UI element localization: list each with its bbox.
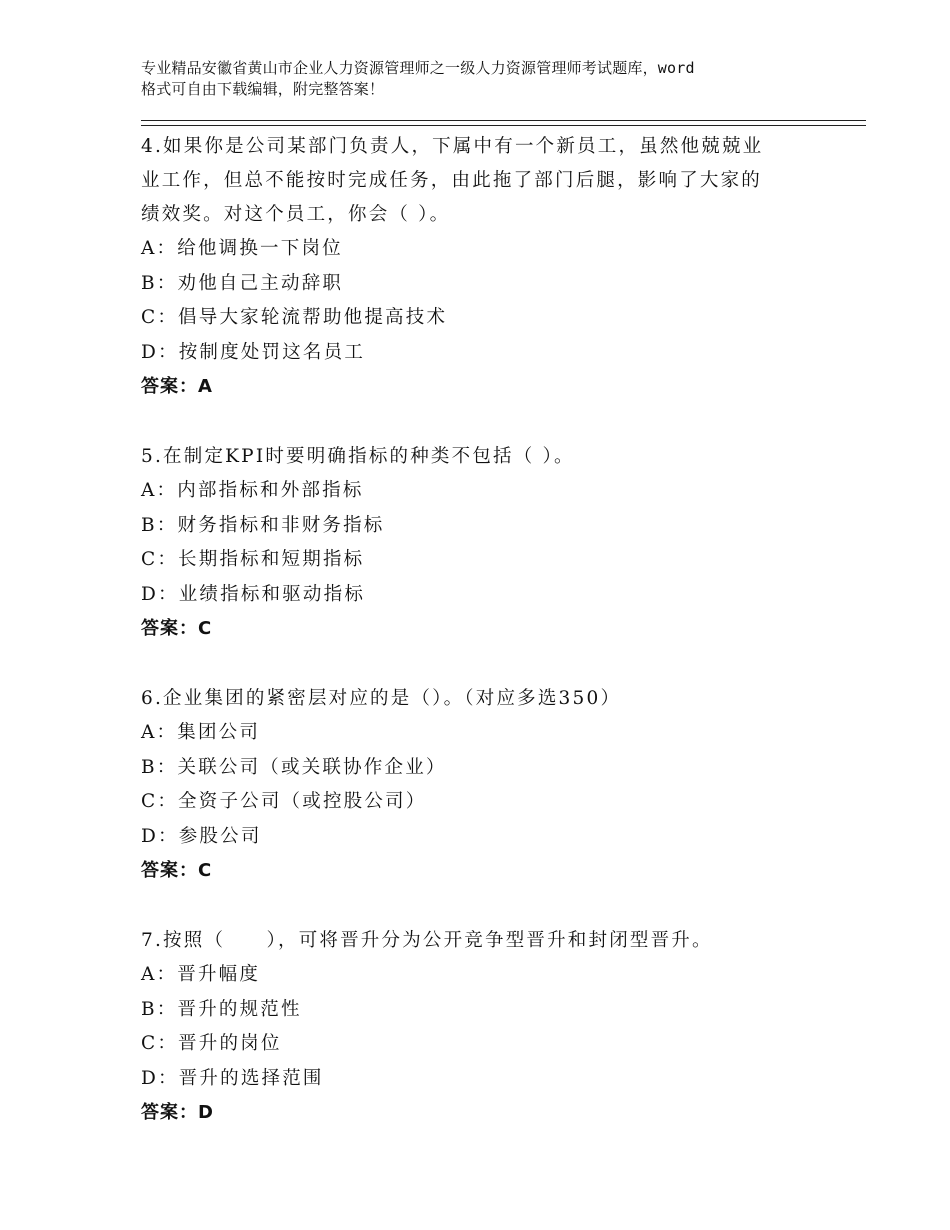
- question-6: [141, 680, 841, 888]
- stem-line: 6.企业集团的紧密层对应的是（）。（对应多选350）: [141, 688, 622, 709]
- question-stem: [141, 438, 841, 474]
- stem-line: 5.在制定KPI时要明确指标的种类不包括（ ）。: [141, 446, 575, 467]
- option-a: A：内部指标和外部指标: [141, 480, 364, 501]
- answer-label: 答案：C: [141, 860, 213, 881]
- option-b: B：晋升的规范性: [141, 998, 302, 1020]
- option-d: D：晋升的选择范围: [141, 1067, 324, 1089]
- option-a: A：晋升幅度: [141, 964, 261, 985]
- option-c: C：倡导大家轮流帮助他提高技术: [141, 307, 448, 328]
- option-c: C：全资子公司（或控股公司）: [141, 791, 427, 812]
- option-b: B：财务指标和非财务指标: [141, 514, 385, 536]
- question-stem: [141, 128, 841, 232]
- option-a: A：给他调换一下岗位: [141, 238, 343, 259]
- option-b: B：劝他自己主动辞职: [141, 272, 344, 294]
- option-a: A：集团公司: [141, 722, 261, 743]
- question-4: [141, 128, 841, 404]
- question-5: [141, 438, 841, 646]
- answer-label: 答案：D: [141, 1102, 214, 1123]
- answer-label: 答案：C: [141, 618, 213, 639]
- stem-line: 4.如果你是公司某部门负责人，下属中有一个新员工，虽然他兢兢业: [141, 136, 764, 157]
- question-stem: [141, 922, 841, 958]
- option-c: C：长期指标和短期指标: [141, 549, 365, 570]
- question-list: [141, 128, 841, 1164]
- header-line-1: 专业精品安徽省黄山市企业人力资源管理师之一级人力资源管理师考试题库，word: [141, 59, 695, 77]
- document-header: [141, 58, 841, 100]
- stem-line: 7.按照（ ），可将晋升分为公开竞争型晋升和封闭型晋升。: [141, 930, 713, 951]
- answer-label: 答案：A: [141, 376, 213, 397]
- option-d: D：按制度处罚这名员工: [141, 341, 366, 363]
- option-c: C：晋升的岗位: [141, 1033, 282, 1054]
- header-line-2: 格式可自由下载编辑，附完整答案！: [141, 80, 385, 98]
- header-divider: [141, 120, 866, 126]
- stem-line: 绩效奖。对这个员工，你会（ ）。: [141, 204, 451, 225]
- option-d: D：参股公司: [141, 825, 262, 847]
- stem-line: 业工作，但总不能按时完成任务，由此拖了部门后腿，影响了大家的: [141, 170, 763, 191]
- option-b: B：关联公司（或关联协作企业）: [141, 756, 447, 778]
- option-d: D：业绩指标和驱动指标: [141, 583, 366, 605]
- question-stem: [141, 680, 841, 716]
- question-7: [141, 922, 841, 1130]
